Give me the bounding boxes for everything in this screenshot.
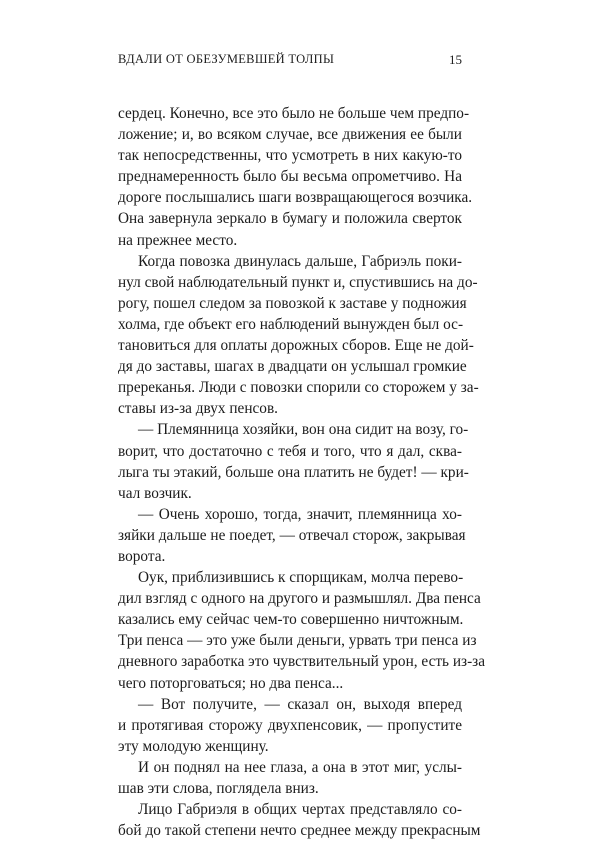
text-line: пререканья. Люди с повозки спорили со сторожем у за- (118, 379, 479, 397)
text-line: преднамеренность было бы весьма опрометчиво. На (118, 168, 462, 186)
text-line: Она завернула зеркало в бумагу и положила сверток (118, 210, 462, 228)
text-line: Лицо Габриэля в общих чертах представляло со- (138, 801, 462, 819)
text-line: дороге послышались шаги возвращающегося возчика. (118, 189, 473, 207)
text-line: Когда повозка двинулась дальше, Габриэль поки- (138, 252, 462, 270)
text-line: рогу, пошел следом за повозкой к заставе у подножия (118, 294, 467, 312)
text-line: ставы из-за двух пенсов. (118, 400, 279, 418)
text-line: на прежнее место. (118, 231, 238, 249)
page-number: 15 (449, 52, 462, 67)
text-line: И он поднял на нее глаза, а она в этот миг, услы- (138, 758, 462, 776)
text-line: нул свой наблюдательный пункт и, спустившись на до- (118, 273, 478, 291)
text-line: и протягивая сторожу двухпенсовик, — пропустите (118, 716, 462, 734)
text-line: ворит, что достаточно с тебя и того, что я дал, сква- (118, 442, 462, 460)
text-line: бой до такой степени нечто среднее между прекрасным (118, 822, 481, 840)
text-line: так непосредственны, что усмотреть в них какую-то (118, 147, 462, 165)
text-line: казались ему сейчас чем-то совершенно ничтожным. (118, 611, 464, 629)
text-line: холма, где объект его наблюдений вынужден был ос- (118, 315, 464, 333)
text-line: дил взгляд с одного на другого и размышлял. Два пенса (118, 590, 481, 608)
text-line: зяйки дальше не поедет, — отвечал сторож, закрывая (118, 526, 466, 544)
running-title: ВДАЛИ ОТ ОБЕЗУМЕВШЕЙ ТОЛПЫ (118, 52, 335, 66)
text-line: — Племянница хозяйки, вон она сидит на возу, го- (138, 421, 469, 439)
text-line: Три пенса — это уже были деньги, урвать три пенса из (118, 632, 477, 650)
text-line: чего поторговаться; но два пенса... (118, 674, 344, 692)
text-line: шав эти слова, поглядела вниз. (118, 780, 319, 797)
text-line: — Вот получите, — сказал он, выходя вперед (138, 695, 462, 713)
text-line: — Очень хорошо, тогда, значит, племянница хо- (138, 505, 462, 523)
body-text (118, 103, 485, 841)
text-line: эту молодую женщину. (118, 737, 269, 755)
text-line: ворота. (118, 547, 166, 565)
text-line: тановиться для оплаты дорожных сборов. Еще не дой- (118, 337, 474, 355)
text-line: Оук, приблизившись к спорщикам, молча перево- (138, 569, 464, 587)
text-line: сердец. Конечно, все это было не больше чем предпо- (118, 105, 470, 122)
page-header (118, 52, 462, 72)
text-line: чал возчик. (118, 484, 192, 502)
text-line: ложение; и, во всяком случае, все движения ее были (118, 126, 462, 144)
text-line: дневного заработка это чувствительный урон, есть из-за (118, 653, 485, 671)
text-line: лыга ты этакий, больше она платить не будет! — кри- (118, 463, 469, 481)
text-line: дя до заставы, шагах в двадцати он услышал громкие (118, 358, 467, 376)
